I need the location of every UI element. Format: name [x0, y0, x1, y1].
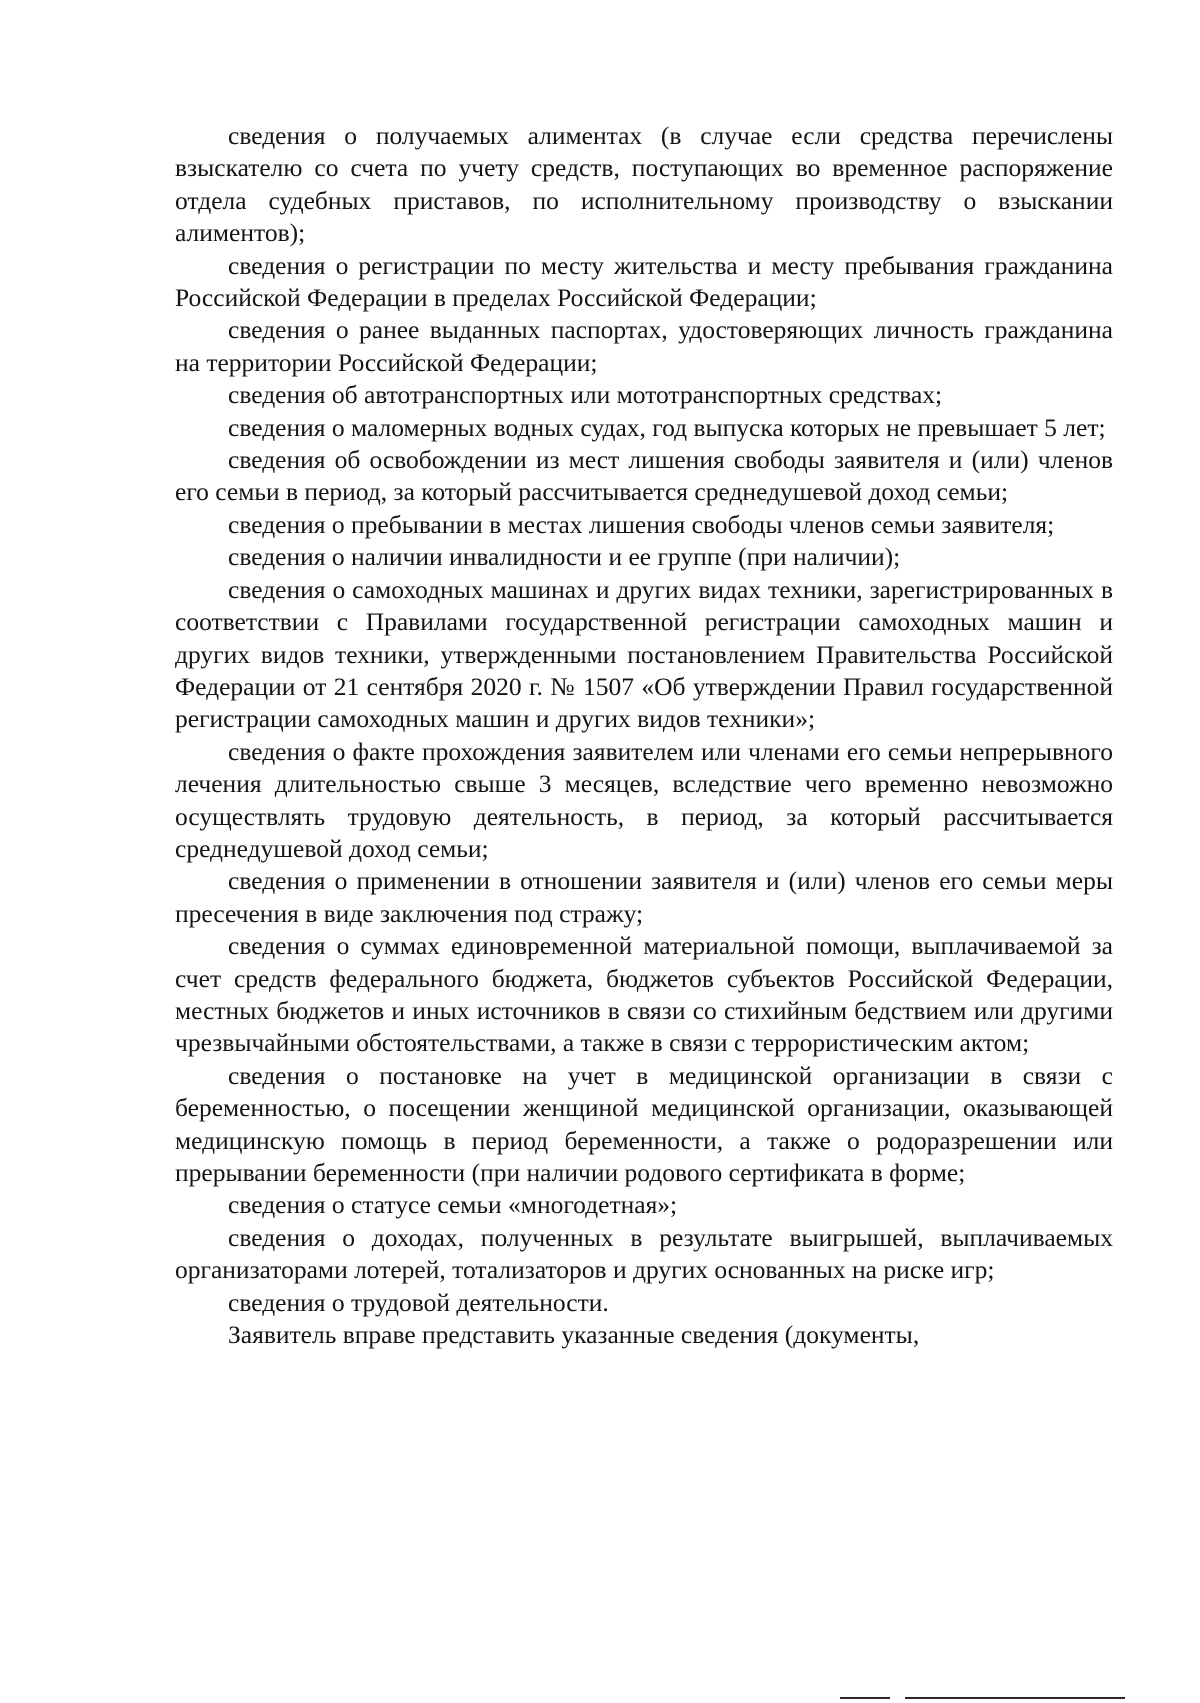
- paragraph: сведения о факте прохождения заявителем или членами его семьи непрерывного лечения длительностью свыше 3 месяцев, вследствие чего временно невозможно осуществлять трудовую деятельность, в период, за который рассчитывается среднедушевой доход семьи;: [175, 736, 1113, 863]
- document-body: [175, 120, 1113, 1351]
- footer-rule-right: [905, 1697, 1125, 1699]
- paragraph: сведения о статусе семьи «многодетная»;: [228, 1190, 678, 1220]
- footer-rule-left: [840, 1697, 890, 1699]
- paragraph: сведения о постановке на учет в медицинской организации в связи с беременностью, о посещении женщиной медицинской организации, оказывающей медицинскую помощь в период беременности, а также о родоразрешении или прерывании беременности (при наличии родового сертификата в форме;: [175, 1060, 1113, 1187]
- paragraph: сведения о получаемых алиментах (в случае если средства перечислены взыскателю со счета по учету средств, поступающих во временное распоряжение отдела судебных приставов, по исполнительному производству о взыскании алиментов);: [175, 121, 1113, 248]
- paragraph: сведения о пребывании в местах лишения свободы членов семьи заявителя;: [228, 509, 1055, 539]
- paragraph: сведения о самоходных машинах и других видах техники, зарегистрированных в соответствии с Правилами государственной регистрации самоходных машин и других видов техники, утвержденными постановлением Правительства Российской Федерации от 21 сентября 2020 г. № 1507 «Об утверждении Правил государственной регистрации самоходных машин и других видов техники»;: [175, 574, 1113, 734]
- paragraph: сведения о трудовой деятельности.: [228, 1287, 609, 1317]
- paragraph: Заявитель вправе представить указанные сведения (документы,: [228, 1320, 920, 1350]
- paragraph: сведения о доходах, полученных в результате выигрышей, выплачиваемых организаторами лотерей, тотализаторов и других основанных на риске игр;: [175, 1222, 1113, 1285]
- paragraph: сведения о наличии инвалидности и ее группе (при наличии);: [228, 542, 901, 572]
- paragraph: сведения о регистрации по месту жительства и месту пребывания гражданина Российской Федерации в пределах Российской Федерации;: [175, 250, 1113, 313]
- paragraph: сведения об автотранспортных или мототранспортных средствах;: [228, 380, 943, 410]
- paragraph: сведения о ранее выданных паспортах, удостоверяющих личность гражданина на территории Российской Федерации;: [175, 315, 1113, 377]
- paragraph: сведения о применении в отношении заявителя и (или) членов его семьи меры пресечения в виде заключения под стражу;: [175, 866, 1113, 928]
- paragraph: сведения об освобождении из мест лишения свободы заявителя и (или) членов его семьи в период, за который рассчитывается среднедушевой доход семьи;: [175, 445, 1113, 507]
- paragraph: сведения о суммах единовременной материальной помощи, выплачиваемой за счет средств федерального бюджета, бюджетов субъектов Российской Федерации, местных бюджетов и иных источников в связи со стихийным бедствием или другими чрезвычайными обстоятельствами, а также в связи с террористическим актом;: [175, 931, 1113, 1058]
- paragraph: сведения о маломерных водных судах, год выпуска которых не превышает 5 лет;: [228, 412, 1106, 442]
